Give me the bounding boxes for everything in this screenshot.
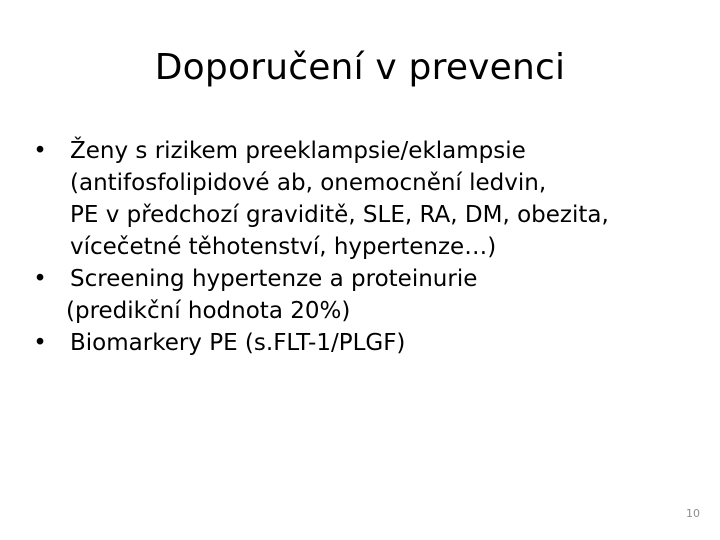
bullet-item-biomarkers — [30, 327, 700, 359]
slide-title: Doporučení v prevenci — [154, 47, 566, 88]
bullet-line: (predikční hodnota 20%) — [66, 298, 351, 324]
bullet-line: Biomarkery PE (s.FLT-1/PLGF) — [70, 330, 406, 356]
page-number: 10 — [686, 507, 700, 520]
bullet-icon: • — [33, 266, 47, 292]
bullet-item-risk-groups — [30, 135, 700, 263]
bullet-line: Screening hypertenze a proteinurie — [70, 266, 478, 292]
bullet-line: Ženy s rizikem preeklampsie/eklampsie — [70, 138, 526, 164]
bullet-icon: • — [33, 138, 47, 164]
bullet-line: vícečetné těhotenství, hypertenze…) — [70, 234, 497, 260]
bullet-line: PE v předchozí graviditě, SLE, RA, DM, obezita, — [70, 202, 609, 228]
bullet-icon: • — [33, 330, 47, 356]
bullet-item-screening — [30, 263, 700, 327]
bullet-list — [30, 135, 700, 359]
bullet-line: (antifosfolipidové ab, onemocnění ledvin, — [70, 170, 547, 196]
